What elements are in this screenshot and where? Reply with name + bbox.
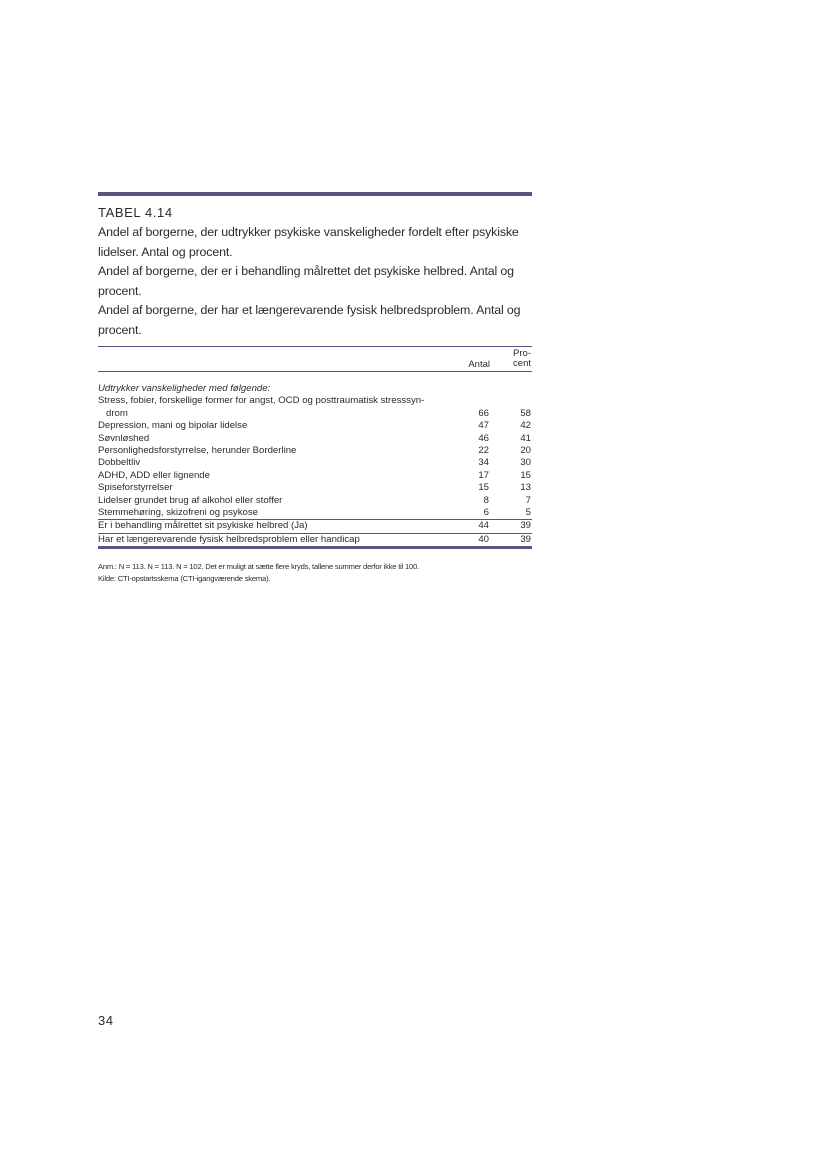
column-header-procent-line-1: Pro- — [513, 348, 531, 359]
row-label: Stemmehøring, skizofreni og psykose — [98, 507, 258, 519]
table-row — [98, 433, 532, 445]
table-row — [98, 507, 532, 519]
table-row — [98, 495, 532, 507]
page-number: 34 — [98, 1013, 114, 1028]
row-label — [98, 395, 449, 420]
row-antal: 22 — [478, 445, 489, 457]
table-row — [98, 445, 532, 457]
table-notes — [98, 561, 532, 585]
row-procent: 41 — [520, 432, 531, 444]
column-header-procent-line-2: cent — [513, 358, 531, 369]
table-block — [98, 192, 532, 585]
row-antal: 15 — [478, 482, 489, 494]
row-label: Har et længerevarende fysisk helbredsproblem eller handicap — [98, 533, 360, 545]
row-procent: 5 — [525, 507, 531, 519]
section-heading: Udtrykker vanskeligheder med følgende: — [98, 383, 271, 394]
column-header-antal: Antal — [468, 359, 490, 370]
row-procent: 20 — [520, 445, 531, 457]
row-procent: 15 — [520, 469, 531, 481]
row-label: Er i behandling målrettet sit psykiske helbred (Ja) — [98, 520, 308, 532]
row-label: ADHD, ADD eller lignende — [98, 469, 210, 481]
row-procent: 58 — [520, 407, 531, 419]
row-label: Dobbeltliv — [98, 457, 141, 469]
table-bottom-rule — [98, 546, 532, 549]
row-procent: 7 — [525, 494, 531, 506]
row-antal: 46 — [478, 432, 489, 444]
table-caption — [98, 223, 532, 340]
table-row — [98, 482, 532, 494]
table-note: Anm.: N = 113. N = 113. N = 102. Det er muligt at sætte flere kryds, tallene summer derfor ikke til 100. — [98, 562, 419, 572]
column-headers — [98, 347, 532, 371]
table-body — [98, 383, 532, 546]
row-procent: 13 — [520, 482, 531, 494]
table-row — [98, 457, 532, 469]
row-label: Personlighedsforstyrrelse, herunder Borderline — [98, 445, 297, 457]
caption-line-1: Andel af borgerne, der udtrykker psykiske vanskeligheder fordelt efter psykiske lidelser. Antal og procent. — [98, 225, 519, 259]
table-row — [98, 420, 532, 432]
row-label: Depression, mani og bipolar lidelse — [98, 420, 248, 432]
table-top-rule — [98, 192, 532, 196]
row-procent: 42 — [520, 420, 531, 432]
row-label-line-1: Stress, fobier, forskellige former for angst, OCD og posttraumatisk stresssyn- — [98, 395, 425, 407]
row-label: Spiseforstyrrelser — [98, 482, 173, 494]
row-antal: 66 — [478, 407, 489, 419]
table-label: TABEL 4.14 — [98, 205, 173, 220]
row-procent: 30 — [520, 457, 531, 469]
row-antal: 44 — [478, 520, 489, 532]
column-header-rule — [98, 371, 532, 372]
row-label-line-2: drom — [106, 407, 128, 419]
row-antal: 34 — [478, 457, 489, 469]
row-label: Søvnløshed — [98, 432, 150, 444]
table-row — [98, 395, 532, 420]
row-procent: 39 — [520, 520, 531, 532]
column-header-procent — [501, 349, 531, 369]
table-row — [98, 534, 532, 546]
table-row — [98, 470, 532, 482]
row-antal: 40 — [478, 533, 489, 545]
row-antal: 6 — [483, 507, 489, 519]
row-antal: 17 — [478, 469, 489, 481]
row-procent: 39 — [520, 533, 531, 545]
table-row — [98, 520, 532, 532]
row-antal: 8 — [483, 494, 489, 506]
row-label: Lidelser grundet brug af alkohol eller stoffer — [98, 494, 283, 506]
table-source: Kilde: CTI-opstartsskema (CTI-igangværende skema). — [98, 574, 271, 584]
row-antal: 47 — [478, 420, 489, 432]
caption-line-2: Andel af borgerne, der er i behandling målrettet det psykiske helbred. Antal og procent. — [98, 264, 514, 298]
caption-line-3: Andel af borgerne, der har et længerevarende fysisk helbredsproblem. Antal og procent. — [98, 303, 521, 337]
